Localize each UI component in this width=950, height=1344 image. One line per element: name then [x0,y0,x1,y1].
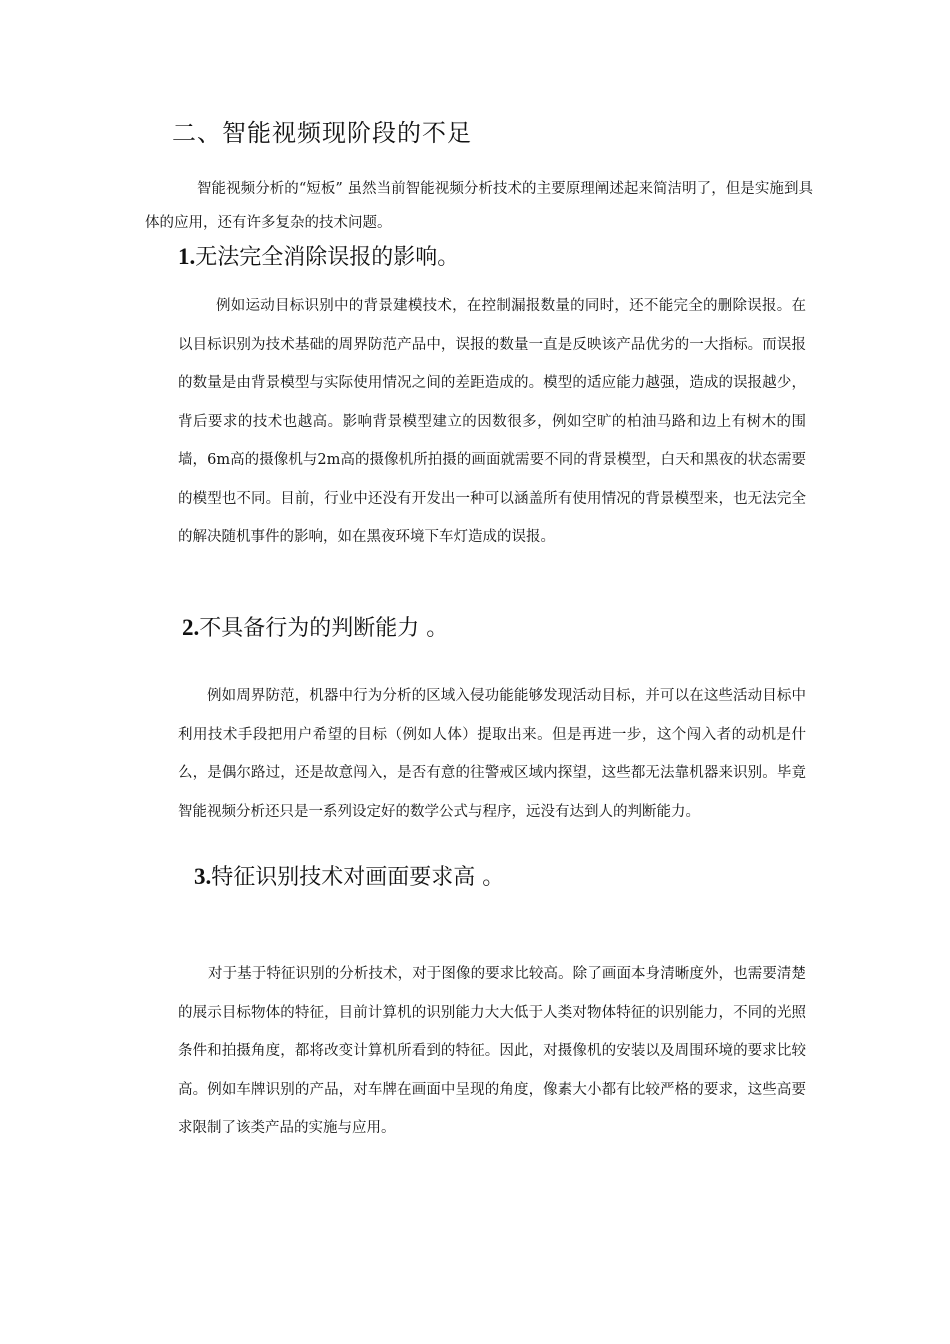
item-1-heading-text: 无法完全消除误报的影响。 [195,245,460,270]
item-3-heading [194,862,504,893]
item-2-heading-text: 不具备行为的判断能力 。 [199,616,449,641]
item-3-number: 3. [194,864,212,889]
item-2-body: 例如周界防范，机器中行为分析的区域入侵功能能够发现活动目标，并可以在这些活动目标中利用技术手段把用户希望的目标（例如人体）提取出来。但是再进一步，这个闯入者的动机是什么，是偶尔路过，还是故意闯入，是否有意的往警戒区域内探望，这些都无法靠机器来识别。毕竟智能视频分析还只是一系列设定好的数学公式与程序，远没有达到人的判断能力。 [178,688,806,820]
item-2-heading [182,613,448,644]
item-1-heading [178,242,459,273]
item-3-body: 对于基于特征识别的分析技术，对于图像的要求比较高。除了画面本身清晰度外，也需要清楚的展示目标物体的特征，目前计算机的识别能力大大低于人类对物体特征的识别能力，不同的光照条件和拍摄角度，都将改变计算机所看到的特征。因此，对摄像机的安装以及周围环境的要求比较高。例如车牌识别的产品，对车牌在画面中呈现的角度，像素大小都有比较严格的要求，这些高要求限制了该类产品的实施与应用。 [178,966,806,1136]
item-1-body: 例如运动目标识别中的背景建模技术，在控制漏报数量的同时，还不能完全的删除误报。在以目标识别为技术基础的周界防范产品中，误报的数量一直是反映该产品优劣的一大指标。而误报的数量是由背景模型与实际使用情况之间的差距造成的。模型的适应能力越强，造成的误报越少，背后要求的技术也越高。影响背景模型建立的因数很多，例如空旷的柏油马路和边上有树木的围墙，6m高的摄像机与2m高的摄像机所拍摄的画面就需要不同的背景模型，白天和黑夜的状态需要的模型也不同。目前，行业中还没有开发出一种可以涵盖所有使用情况的背景模型来，也无法完全的解决随机事件的影响，如在黑夜环境下车灯造成的误报。 [178,298,806,545]
item-3-heading-text: 特征识别技术对画面要求高 。 [211,865,505,890]
item-1-number: 1. [178,244,196,269]
intro-paragraph: 智能视频分析的“短板” 虽然当前智能视频分析技术的主要原理阐述起来简洁明了，但是实施到具体的应用，还有许多复杂的技术问题。 [145,181,813,231]
item-2-number: 2. [182,615,200,640]
section-title: 二、智能视频现阶段的不足 [172,119,472,147]
